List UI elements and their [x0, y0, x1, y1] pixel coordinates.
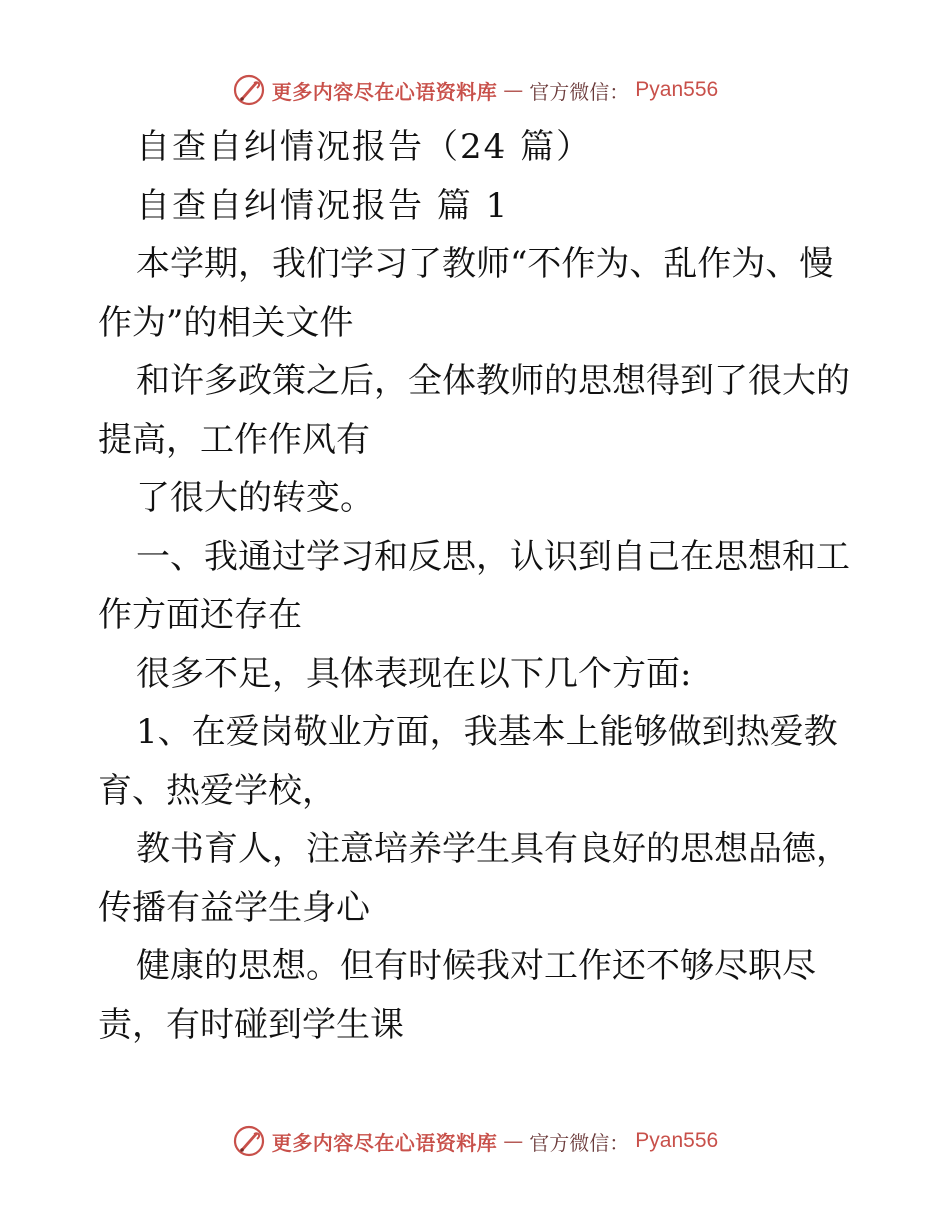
watermark-brand-text: 更多内容尽在心语资料库 [271, 79, 498, 104]
paragraph-line: 教书育人，注意培养学生具有良好的思想品德， [136, 829, 850, 869]
paragraph-line: 责，有时碰到学生课 [98, 1004, 404, 1045]
document-body [98, 118, 858, 1054]
header-watermark [0, 70, 950, 110]
watermark-wechat-label: 官方微信： [529, 79, 630, 104]
watermark-wechat-id: Pyan556 [635, 1129, 719, 1152]
section-heading: 自查自纠情况报告 篇 1 [136, 185, 510, 226]
paragraph-line: 育、热爱学校， [98, 770, 336, 811]
watermark-wechat-label: 官方微信： [529, 1130, 630, 1155]
watermark-separator: — [503, 1129, 524, 1153]
paragraph-line: 传播有益学生身心 [98, 887, 370, 928]
paragraph-line: 一、我通过学习和反思，认识到自己在思想和工 [136, 536, 850, 577]
footer-watermark [0, 1121, 950, 1161]
watermark-separator: — [503, 78, 524, 102]
document-title: 自查自纠情况报告（24 篇） [136, 127, 593, 167]
paragraph-line: 作为”的相关文件 [98, 302, 354, 343]
paragraph-line: 本学期，我们学习了教师“不作为、乱作为、慢 [136, 244, 834, 284]
paragraph-line: 很多不足，具体表现在以下几个方面: [136, 653, 692, 694]
paragraph-line: 和许多政策之后，全体教师的思想得到了很大的 [136, 361, 850, 401]
quill-pen-icon [232, 73, 266, 107]
paragraph-line: 健康的思想。但有时候我对工作还不够尽职尽 [136, 946, 816, 986]
paragraph-line: 作方面还存在 [98, 595, 302, 635]
paragraph-line: 1、在爱岗敬业方面，我基本上能够做到热爱教 [136, 712, 838, 752]
watermark-brand-text: 更多内容尽在心语资料库 [271, 1130, 498, 1155]
quill-pen-icon [232, 1124, 266, 1158]
paragraph-line: 了很大的转变。 [136, 478, 374, 518]
paragraph-line: 提高，工作作风有 [98, 419, 370, 460]
watermark-wechat-id: Pyan556 [635, 78, 719, 101]
